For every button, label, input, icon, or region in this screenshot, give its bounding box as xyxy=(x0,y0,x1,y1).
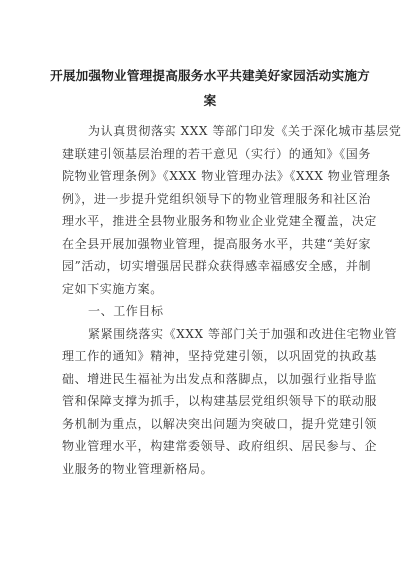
paragraph-line: 理工作的通知》精神，坚持党建引领，以巩固党的执政基 xyxy=(62,349,378,363)
paragraph-line: 园”活动，切实增强居民群众获得感幸福感安全感，并制 xyxy=(62,259,372,273)
paragraph-line: 业服务的物业管理新格局。 xyxy=(62,461,214,476)
section-heading-block xyxy=(62,300,354,323)
paragraph-line: 管和保障支撑为抓手，以构建基层党组织领导下的联动服 xyxy=(62,394,378,408)
title-line: 开展加强物业管理提高服务水平共建美好家园活动实施方 xyxy=(50,68,370,83)
intro-paragraph xyxy=(62,120,402,300)
paragraph-line: 紧紧围绕落实《XXX 等部门关于加强和改进住宅物业管 xyxy=(88,326,398,341)
document-title xyxy=(50,63,370,113)
paragraph-line: 定如下实施方案。 xyxy=(62,281,163,296)
paragraph-line: 理水平，推进全县物业服务和物业企业党建全覆盖，决定 xyxy=(62,214,378,228)
goal-paragraph xyxy=(62,323,398,481)
paragraph-line: 础、增进民生福祉为出发点和落脚点，以加强行业指导监 xyxy=(62,371,378,386)
paragraph-line: 物业管理水平，构建常委领导、政府组织、居民参与、企 xyxy=(62,439,378,453)
paragraph-line: 务机制为重点，以解决突出问题为突破口，提升党建引领 xyxy=(62,416,378,431)
paragraph-line: 例》，进一步提升党组织领导下的物业管理服务和社区治 xyxy=(62,191,372,206)
paragraph-line: 在全县开展加强物业管理，提高服务水平，共建“美好家 xyxy=(62,236,372,251)
paragraph-line: 建联建引领基层治理的若干意见（实行）的通知》《国务 xyxy=(62,146,372,161)
paragraph-line: 院物业管理条例》《XXX 物业管理办法》《XXX 物业管理条 xyxy=(62,169,391,183)
document-body xyxy=(62,120,402,480)
section-heading: 一、工作目标 xyxy=(88,304,164,318)
title-line: 案 xyxy=(203,93,217,108)
paragraph-line: 为认真贯彻落实 XXX 等部门印发《关于深化城市基层党 xyxy=(88,124,402,138)
